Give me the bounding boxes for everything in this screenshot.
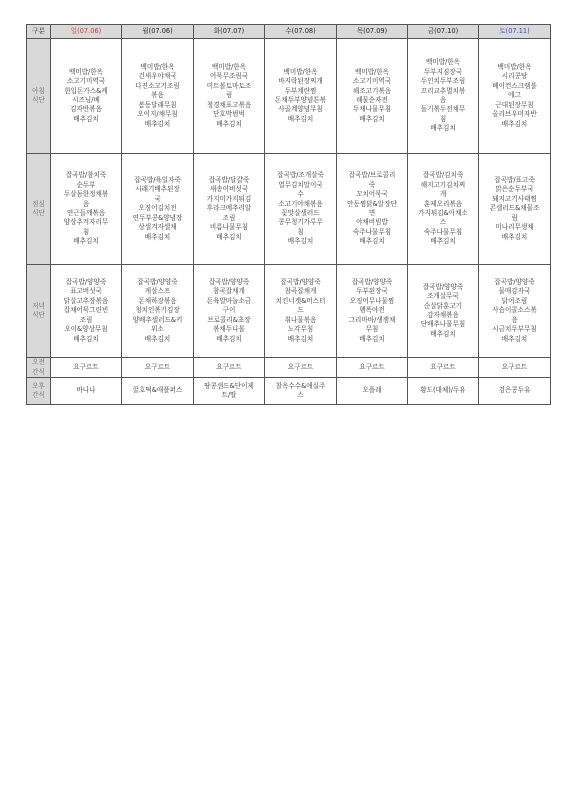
menu-item-text: 음: [511, 315, 518, 324]
menu-cell: [337, 358, 408, 378]
menu-item-text: 배추김치: [430, 237, 456, 246]
day-header: 화(07.07): [194, 25, 265, 39]
menu-item-text: 오이&양상무침: [64, 325, 108, 334]
menu-item-text: 배추김치: [73, 334, 99, 343]
menu-item-text: 백미밥/한옥: [283, 67, 318, 76]
menu-item-text: 오징어김치전: [138, 204, 177, 213]
menu-cell: [408, 378, 479, 405]
menu-item-text: 볶음: [151, 91, 164, 100]
menu-cell: [479, 154, 551, 265]
menu-item-text: 바나나: [76, 386, 96, 395]
menu-item-text: 요구르트: [430, 362, 456, 371]
menu-cell: [265, 358, 337, 378]
menu-item-text: 오징어무나물찜: [349, 296, 395, 305]
menu-item-text: 두부지짐장국: [423, 67, 463, 76]
menu-item-text: 후라크메추리알: [206, 204, 252, 213]
menu-item-text: 사슴이콜소스볶: [492, 306, 537, 315]
menu-item-text: 시금치두부무침: [492, 325, 537, 334]
menu-item-text: 요구르트: [287, 362, 314, 371]
menu-item-text: 청경채표고볶음: [206, 100, 252, 109]
menu-item-text: 배추김치: [501, 232, 528, 241]
menu-item-text: 잡곡밥/참치죽: [65, 171, 107, 180]
menu-item-text: 소고기야채볶음: [278, 199, 323, 208]
menu-item-text: 시래기배추된장: [135, 185, 180, 194]
menu-item-text: 어묵무조림국: [209, 72, 249, 81]
menu-item-text: 배추김치: [359, 114, 385, 123]
menu-item-text: 림: [511, 213, 518, 222]
menu-cell: [408, 358, 479, 378]
menu-item-text: 잡곡밥/브로콜리: [348, 171, 396, 180]
menu-item-text: 닭살고추장볶음: [63, 296, 109, 305]
menu-item-text: 해지고기김치찌: [420, 180, 466, 189]
meal-row: [27, 39, 551, 154]
menu-item-text: 잡곡밥/달걀죽: [208, 176, 250, 185]
menu-cell: [408, 265, 479, 358]
menu-item-text: 백미밥/한옥: [354, 67, 390, 76]
menu-item-text: 오이지/채무침: [137, 110, 178, 119]
menu-item-text: 조림: [222, 213, 236, 222]
meal-row: [27, 378, 551, 405]
menu-cell: [194, 358, 265, 378]
menu-cell: [479, 378, 551, 405]
day-header: 일(07.06): [51, 25, 122, 39]
menu-cell: [265, 39, 337, 154]
menu-item-text: 잡곡밥/표고죽: [494, 176, 535, 185]
menu-cell: [479, 358, 551, 378]
menu-item-text: 땅콩샌드&단이제: [204, 381, 254, 390]
menu-item-text: 비름나물무침: [209, 223, 249, 232]
menu-item-text: 바지락된장찌개: [278, 77, 323, 86]
menu-item-text: 백미밥/한옥: [211, 63, 247, 72]
menu-cell: [122, 154, 194, 265]
menu-item-text: 배추김치: [359, 237, 385, 246]
menu-item-text: 꼬치어묵국: [356, 190, 388, 199]
menu-item-text: 트/딸: [221, 391, 237, 399]
menu-item-text: 연두부콩&양념장: [132, 213, 183, 222]
menu-item-text: 볶채두나물: [213, 325, 245, 334]
menu-item-text: 순살닭훈고기: [423, 301, 463, 310]
weekly-meal-table: [26, 24, 551, 405]
row-label: 오후간식: [27, 378, 51, 405]
menu-item-text: 해조고기볶음: [352, 86, 392, 95]
menu-item-text: 근대된장무침: [495, 100, 534, 109]
menu-cell: [122, 265, 194, 358]
menu-item-text: 백미밥/한옥: [425, 58, 461, 67]
menu-item-text: 잡곡밥/양양죽: [280, 278, 321, 287]
menu-cell: [51, 378, 122, 405]
menu-cell: [265, 265, 337, 358]
menu-cell: [194, 378, 265, 405]
menu-item-text: 검은콩두유: [498, 386, 531, 395]
menu-item-text: 돼지고기사태찜: [492, 194, 537, 203]
menu-item-text: 개: [439, 190, 447, 199]
menu-item-text: 소고기미역국: [66, 77, 106, 86]
menu-item-text: 오플레: [362, 386, 382, 395]
menu-item-text: 침: [82, 227, 90, 236]
menu-cell: [51, 265, 122, 358]
menu-item-text: 조림: [79, 315, 93, 324]
menu-item-text: 맑은순두부국: [495, 185, 534, 194]
day-header: 월(07.06): [122, 25, 194, 39]
menu-item-text: 치킨너겟&머스터: [275, 296, 326, 305]
menu-cell: [51, 39, 122, 154]
menu-item-text: 요구르트: [501, 362, 528, 371]
menu-item-text: 시리콩탕: [501, 72, 528, 81]
menu-item-text: 국: [154, 194, 161, 203]
menu-cell: [122, 378, 194, 405]
menu-item-text: 배추김치: [216, 119, 242, 128]
menu-item-text: 꽃맛살샐러드: [281, 209, 320, 217]
header-row: [27, 25, 551, 39]
menu-item-text: 양상추겨자리무: [63, 218, 109, 227]
menu-item-text: 두인치두부조림: [420, 77, 466, 86]
menu-item-text: 꼬리교추멸치볶: [420, 86, 466, 95]
menu-item-text: 야채비빔밥: [356, 218, 388, 227]
menu-item-text: 잡곡밥/육일자죽: [134, 176, 181, 185]
day-header: 토(07.11): [479, 25, 551, 39]
menu-item-text: 건새우야채국: [138, 72, 177, 81]
menu-item-text: 다진소고기조림: [135, 81, 180, 90]
meal-row: [27, 265, 551, 358]
menu-item-text: 요구르트: [216, 362, 242, 371]
menu-item-text: 숙주나물무침: [352, 227, 392, 236]
menu-item-text: 열무김치말이국: [278, 180, 323, 189]
day-header: 수(07.08): [265, 25, 337, 39]
menu-item-text: 해물순자전: [356, 96, 388, 104]
menu-item-text: 배추김치: [287, 114, 314, 123]
menu-item-text: 스: [297, 391, 304, 399]
menu-cell: [408, 154, 479, 265]
menu-item-text: 침: [297, 227, 304, 236]
menu-item-text: 잡곡밥/양양죽: [351, 278, 393, 287]
menu-item-text: 연근들깨볶음: [66, 209, 106, 217]
menu-item-text: 소고기미역국: [352, 77, 392, 86]
menu-cell: [337, 154, 408, 265]
menu-cell: [122, 358, 194, 378]
menu-item-text: 올리브우미자반: [492, 110, 537, 119]
menu-item-text: 요구르트: [359, 362, 385, 371]
corner-label: 구분: [27, 25, 51, 39]
menu-item-text: 잡채어묵그린빈: [63, 306, 109, 315]
menu-item-text: 배추김치: [430, 124, 456, 133]
menu-item-text: 잡곡밥/양양죽: [422, 282, 464, 291]
menu-item-text: 한입돈가스&케: [64, 86, 108, 95]
menu-cell: [337, 378, 408, 405]
menu-item-text: 드: [297, 306, 304, 315]
meal-row: [27, 154, 551, 265]
meal-row: [27, 358, 551, 378]
menu-item-text: 배추김치: [430, 329, 456, 338]
menu-item-text: 가지미가지튀김: [206, 194, 252, 203]
menu-item-text: 훈제오리볶음: [423, 199, 463, 208]
row-label: 점심식단: [27, 154, 51, 265]
menu-item-text: 배추김치: [144, 334, 171, 343]
menu-item-text: 두채나물무침: [352, 105, 392, 114]
menu-item-text: 위소: [151, 325, 164, 334]
menu-item-text: 사골계양념무침: [278, 105, 323, 114]
row-label: 저녁식단: [27, 265, 51, 358]
menu-item-text: 게살스프: [144, 287, 171, 296]
menu-item-text: 요구르트: [73, 362, 99, 371]
day-header: 목(07.09): [337, 25, 408, 39]
menu-item-text: 잡곡밥/양양죽: [494, 278, 535, 287]
menu-item-text: 배추김치: [73, 114, 99, 123]
menu-item-text: 두살돔한정채볶: [63, 190, 109, 199]
menu-item-text: 돈채두부양념튼볶: [275, 96, 326, 104]
row-label: 아침식단: [27, 39, 51, 154]
menu-item-text: 무침: [365, 325, 379, 334]
menu-cell: [408, 39, 479, 154]
menu-item-text: 미트볼토마토조: [206, 81, 252, 90]
menu-cell: [51, 154, 122, 265]
menu-item-text: 콩무청기가루무: [278, 218, 323, 227]
menu-item-text: 돈채하장볶음: [138, 296, 177, 305]
menu-item-text: 백미밥/한옥: [140, 63, 175, 72]
menu-item-text: 죽: [368, 180, 376, 189]
menu-item-text: 돈육알마늘소금: [206, 296, 252, 305]
menu-document: [26, 24, 550, 405]
menu-cell: [337, 265, 408, 358]
menu-item-text: 면: [368, 209, 376, 217]
menu-item-text: 양배추샐러드&키: [132, 315, 183, 324]
menu-item-text: 잡곡밥/김치죽: [422, 171, 464, 180]
menu-item-text: 잡곡밥/양양죽: [208, 278, 250, 287]
menu-item-text: 침: [439, 114, 447, 123]
menu-item-text: 김자반볶음: [70, 105, 102, 114]
menu-item-text: 배추김치: [216, 334, 242, 343]
menu-item-text: 물매감자국: [498, 287, 531, 296]
menu-item-text: 배추김치: [287, 334, 314, 343]
menu-item-text: 요구르트: [144, 362, 171, 371]
menu-item-text: 봄동달래무침: [138, 100, 177, 109]
menu-item-text: 감자채볶음: [427, 311, 459, 319]
menu-item-text: 백미밥/한옥: [68, 67, 104, 76]
menu-item-text: 에그: [508, 91, 521, 100]
menu-cell: [122, 39, 194, 154]
menu-item-text: 배추김치: [216, 232, 242, 241]
menu-item-text: 그리마바/생잼채: [348, 315, 396, 324]
menu-item-text: 취나물볶음: [284, 315, 317, 324]
menu-item-text: 두부계란찜: [284, 86, 317, 95]
menu-item-text: 닭어조림: [501, 296, 528, 305]
menu-cell: [194, 154, 265, 265]
menu-item-text: 숙주나물무침: [423, 227, 463, 236]
menu-item-text: 황도(대체)/두유: [420, 386, 466, 395]
menu-item-text: 림: [225, 91, 233, 100]
menu-cell: [479, 39, 551, 154]
menu-item-text: 잡곡밥/양양죽: [137, 278, 178, 287]
menu-item-text: 안동찜닭&알장단: [347, 199, 397, 208]
menu-item-text: 조개살무국: [427, 292, 459, 301]
menu-item-text: 참곡잡채개: [213, 287, 245, 296]
menu-item-text: 배추김치: [359, 334, 385, 343]
menu-item-text: 청치인볶기김장: [135, 306, 180, 315]
menu-cell: [479, 265, 551, 358]
menu-item-text: 단배추나물무침: [420, 320, 466, 329]
menu-item-text: 햄폭야전: [359, 306, 385, 315]
menu-item-text: 음: [82, 199, 90, 208]
menu-item-text: 스: [439, 218, 447, 227]
menu-item-text: 배추김치: [287, 237, 314, 246]
menu-cell: [337, 39, 408, 154]
menu-item-text: 잡곡밥/양양죽: [65, 278, 107, 287]
menu-item-text: 수: [297, 190, 304, 199]
menu-item-text: 가지튀김&아채소: [418, 209, 468, 217]
menu-item-text: 배추김치: [501, 119, 528, 128]
menu-item-text: 돌기볶두전채무: [420, 105, 466, 114]
menu-cell: [194, 265, 265, 358]
menu-item-text: 배추김치: [144, 119, 171, 128]
menu-item-text: 콘샐러드&채물조: [489, 204, 540, 213]
menu-item-text: 시즈닝/베: [72, 96, 100, 104]
menu-item-text: 배추김치: [501, 334, 528, 343]
menu-item-text: 새송이버섯국: [209, 185, 249, 194]
menu-item-text: 구이: [222, 306, 236, 315]
menu-item-text: 미나리무생채: [495, 223, 534, 232]
menu-item-text: 표고버섯국: [70, 287, 102, 296]
menu-item-text: 단호박범벅: [213, 110, 245, 119]
row-label: 오전간식: [27, 358, 51, 378]
menu-cell: [265, 378, 337, 405]
menu-item-text: 찰옥수수&애실주: [275, 381, 326, 390]
menu-item-text: 상샐겨자샐채: [138, 223, 177, 232]
menu-cell: [194, 39, 265, 154]
menu-cell: [51, 358, 122, 378]
menu-item-text: 배추김치: [144, 232, 171, 241]
menu-item-text: 배추김치: [73, 237, 99, 246]
menu-item-text: 백미밥/한옥: [497, 63, 532, 72]
menu-item-text: 꿀호떡&애플퍼스: [132, 386, 183, 395]
menu-item-text: 브로콜리&초장: [207, 315, 251, 324]
menu-item-text: 두부된장국: [356, 287, 388, 296]
menu-item-text: 참곡잡채개: [284, 287, 317, 296]
menu-cell: [265, 154, 337, 265]
day-header: 금(07.10): [408, 25, 479, 39]
menu-item-text: 잡곡밥/조개살죽: [277, 171, 324, 180]
menu-item-text: 순두부: [76, 180, 96, 189]
menu-item-text: 노각무침: [287, 325, 314, 334]
menu-item-text: 베이컨스크램블: [492, 81, 537, 90]
menu-item-text: 음: [439, 96, 447, 104]
